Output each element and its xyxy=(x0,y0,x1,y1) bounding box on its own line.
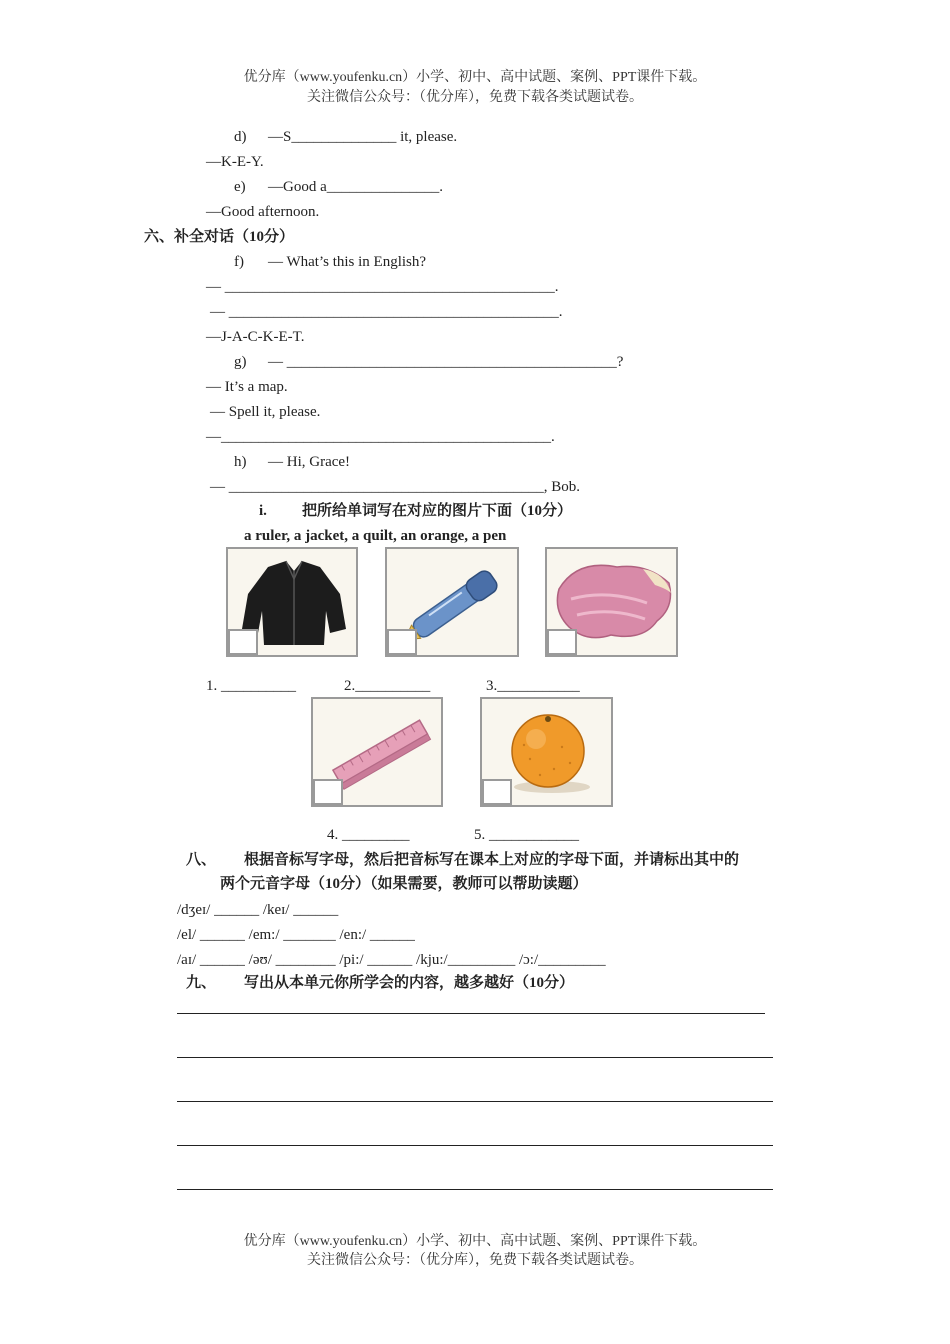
section-7-label: i. xyxy=(259,503,267,519)
section-9-title: 写出从本单元你所学会的内容，越多越好（10分） xyxy=(244,975,575,991)
item-f-blank-2: — ____________________________________________. xyxy=(210,304,563,320)
blank-4: 4. _________ xyxy=(327,827,410,843)
item-d-text: —S______________ it, please. xyxy=(268,129,458,145)
item-d-label: d) xyxy=(234,129,247,145)
answer-box xyxy=(228,629,258,655)
item-e-text: —Good a_______________. xyxy=(268,179,443,195)
phonetic-row-1: /dʒeɪ/ ______ /keɪ/ ______ xyxy=(177,902,339,918)
writing-line-1 xyxy=(177,1013,765,1014)
item-d-answer: —K-E-Y. xyxy=(206,154,264,170)
item-f-question: — What’s this in English? xyxy=(268,254,427,270)
section-8-label: 八、 xyxy=(186,852,217,868)
section-8-title-line-1: 根据音标写字母，然后把音标写在课本上对应的字母下面，并请标出其中的 xyxy=(244,852,740,868)
blank-3: 3.___________ xyxy=(486,678,580,694)
section-7-word-list: a ruler, a jacket, a quilt, an orange, a pen xyxy=(244,528,507,544)
section-9-label: 九、 xyxy=(186,975,217,991)
answer-box xyxy=(313,779,343,805)
item-g-line-3: —____________________________________________. xyxy=(206,429,555,445)
blank-2: 2.__________ xyxy=(344,678,431,694)
item-f-answer: —J-A-C-K-E-T. xyxy=(206,329,305,345)
item-h-question: — Hi, Grace! xyxy=(268,454,351,470)
answer-box xyxy=(547,629,577,655)
footer-line-2: 关注微信公众号：（优分库），免费下载各类试题试卷。 xyxy=(307,1253,643,1268)
pen-picture xyxy=(385,547,519,657)
footer-line-1: 优分库（www.youfenku.cn）小学、初中、高中试题、案例、PPT课件下载。 xyxy=(243,1234,707,1249)
header-line-2: 关注微信公众号：（优分库），免费下载各类试题试卷。 xyxy=(307,90,643,105)
item-f-label: f) xyxy=(234,254,244,270)
phonetic-row-3: /aɪ/ ______ /əʊ/ ________ /pi:/ ______ /kju:/_________ /ɔ:/_________ xyxy=(177,952,606,968)
item-f-blank-1: — ____________________________________________. xyxy=(206,279,559,295)
item-e-label: e) xyxy=(234,179,246,195)
writing-line-3 xyxy=(177,1101,773,1102)
item-g-label: g) xyxy=(234,354,247,370)
writing-line-5 xyxy=(177,1189,773,1190)
item-h-answer: — __________________________________________, Bob. xyxy=(210,479,581,495)
item-h-label: h) xyxy=(234,454,247,470)
answer-box xyxy=(482,779,512,805)
section-7-title: 把所给单词写在对应的图片下面（10分） xyxy=(302,503,573,519)
section-8-title-line-2: 两个元音字母（10分）（如果需要，教师可以帮助读题） xyxy=(220,876,588,892)
blank-5: 5. ____________ xyxy=(474,827,579,843)
item-g-question: — ____________________________________________? xyxy=(268,354,624,370)
jacket-picture xyxy=(226,547,358,657)
section-6-title: 六、补全对话（10分） xyxy=(144,229,295,245)
answer-box xyxy=(387,629,417,655)
item-g-line-1: — It’s a map. xyxy=(206,379,288,395)
quilt-picture xyxy=(545,547,678,657)
item-e-answer: —Good afternoon. xyxy=(206,204,320,220)
phonetic-row-2: /el/ ______ /em:/ _______ /en:/ ______ xyxy=(177,927,415,943)
header-line-1: 优分库（www.youfenku.cn）小学、初中、高中试题、案例、PPT课件下载。 xyxy=(243,70,707,85)
item-g-line-2: — Spell it, please. xyxy=(210,404,321,420)
writing-line-2 xyxy=(177,1057,773,1058)
orange-picture xyxy=(480,697,613,807)
writing-line-4 xyxy=(177,1145,773,1146)
blank-1: 1. __________ xyxy=(206,678,296,694)
ruler-picture xyxy=(311,697,443,807)
